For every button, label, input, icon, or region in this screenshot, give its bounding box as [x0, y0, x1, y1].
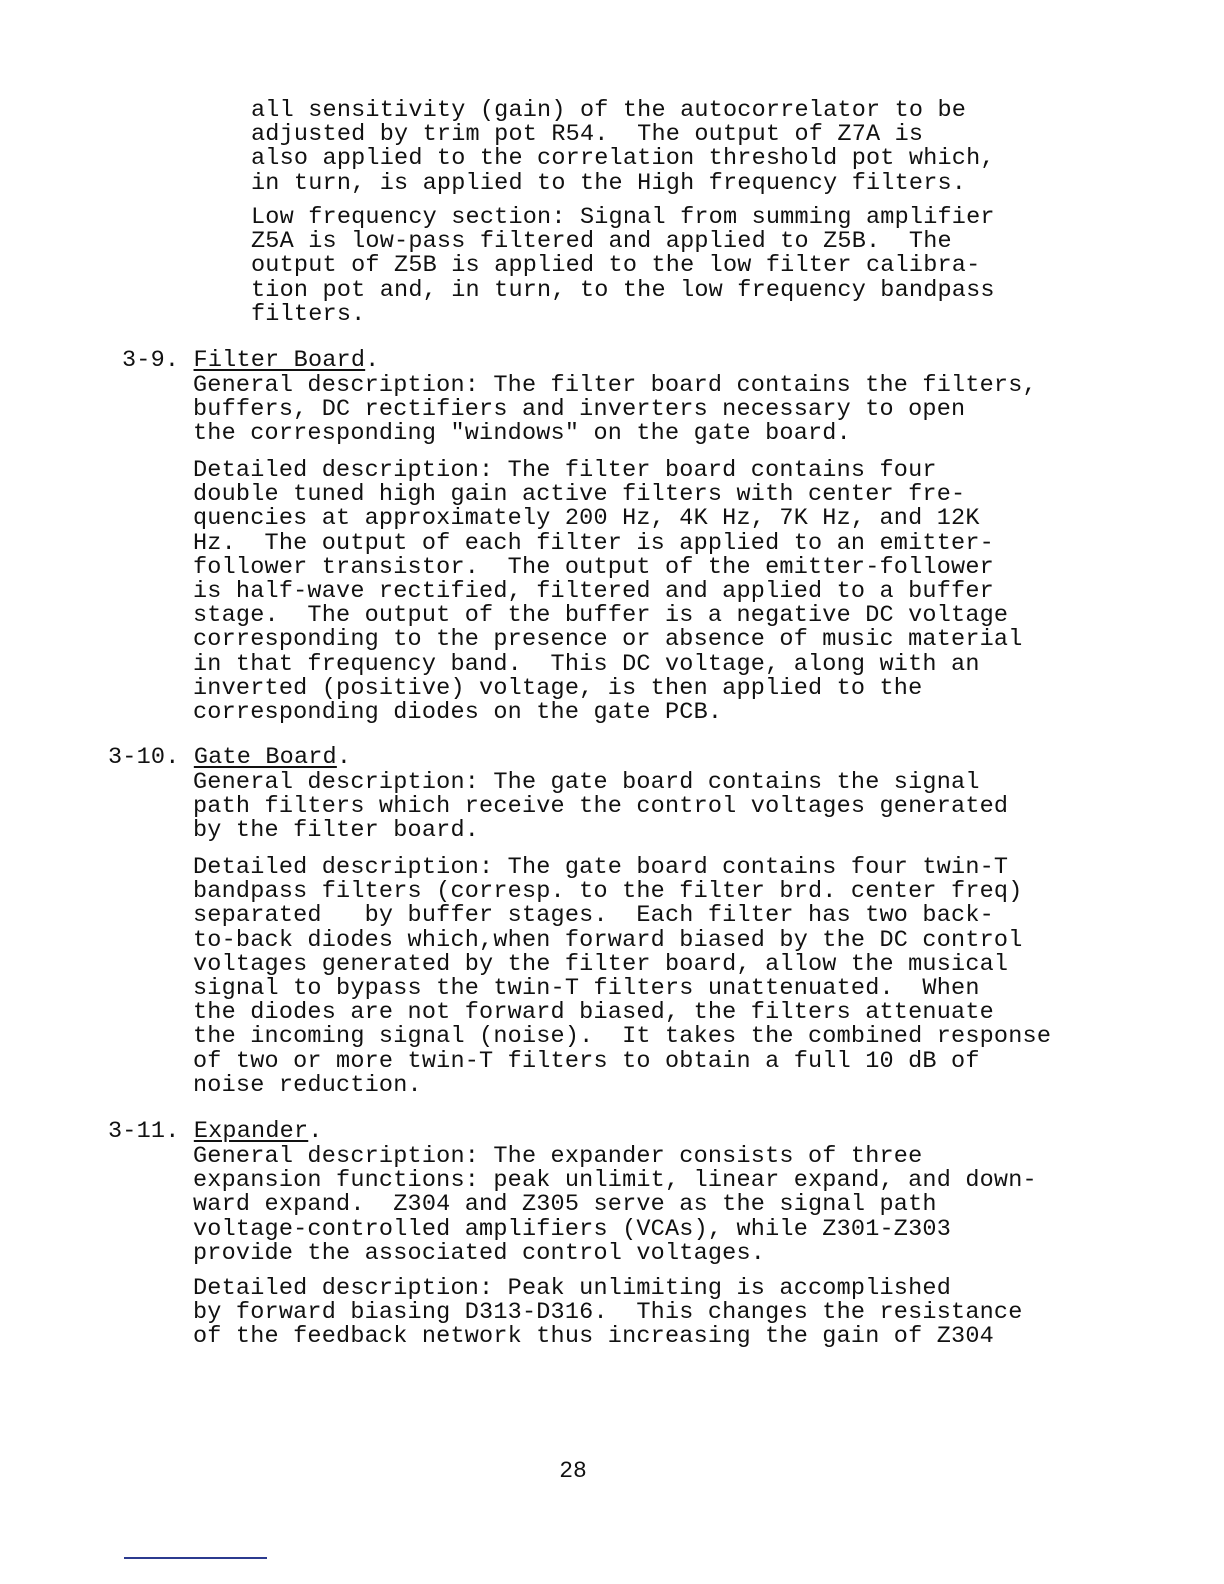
footnote-rule	[124, 1557, 267, 1559]
general-description-expander: General description: The expander consists of three expansion functions: peak unlimit, linear expand, and down- ward expand. Z304 and Z305 serve as the signal path voltage-controlled amplifiers (VCAs), while Z301-Z303 provide the associated control voltages.	[193, 1143, 1037, 1267]
section-number: 3-9.	[122, 347, 180, 374]
detailed-description-expander: Detailed description: Peak unlimiting is accomplished by forward biasing D313-D316. This changes the resistance of the feedback network thus increasing the gain of Z304	[193, 1275, 1023, 1351]
section-heading-expander: 3-11. Expander.	[108, 1118, 323, 1145]
intro-paragraph-autocorrelator: all sensitivity (gain) of the autocorrelator to be adjusted by trim pot R54. The output of Z7A is also applied to the correlation threshold pot which, in turn, is applied to the High frequency filters.	[251, 97, 995, 197]
section-title: Gate Board	[193, 744, 337, 771]
detailed-description-filter-board: Detailed description: The filter board contains four double tuned high gain active filters with center fre- quencies at approximately 200 Hz, 4K Hz, 7K Hz, and 12K Hz. The output of each filter is applied to an emitter- follower transistor. The output of the emitter-follower is half-wave rectified, filtered and applied to a buffer stage. The output of the buffer is a negative DC voltage corresponding to the presence or absence of music material in that frequency band. This DC voltage, along with an inverted (positive) voltage, is then applied to the corresponding diodes on the gate PCB.	[193, 457, 1023, 727]
general-description-gate-board: General description: The gate board contains the signal path filters which receive the control voltages generated by the filter board.	[193, 769, 1009, 845]
section-heading-filter-board: 3-9. Filter Board.	[122, 347, 380, 374]
section-number: 3-11.	[108, 1118, 180, 1145]
intro-paragraph-low-frequency: Low frequency section: Signal from summing amplifier Z5A is low-pass filtered and applied to Z5B. The output of Z5B is applied to the low filter calibra- tion pot and, in turn, to the low frequency bandpass filters.	[251, 204, 995, 328]
page-number: 28	[559, 1458, 587, 1484]
section-title: Filter Board	[193, 347, 366, 374]
detailed-description-gate-board: Detailed description: The gate board contains four twin-T bandpass filters (corresp. to the filter brd. center freq) separated by buffer stages. Each filter has two back- to-back diodes which,when forward biased by the DC control voltages generated by the filter board, allow the musical signal to bypass the twin-T filters unattenuated. When the diodes are not forward biased, the filters attenuate the incoming signal (noise). It takes the combined response of two or more twin-T filters to obtain a full 10 dB of noise reduction.	[193, 854, 1052, 1099]
section-heading-gate-board: 3-10. Gate Board.	[108, 744, 352, 771]
section-number: 3-10.	[108, 744, 180, 771]
general-description-filter-board: General description: The filter board contains the filters, buffers, DC rectifiers and inverters necessary to open the corresponding "windows" on the gate board.	[193, 372, 1037, 448]
section-title: Expander	[193, 1118, 309, 1145]
